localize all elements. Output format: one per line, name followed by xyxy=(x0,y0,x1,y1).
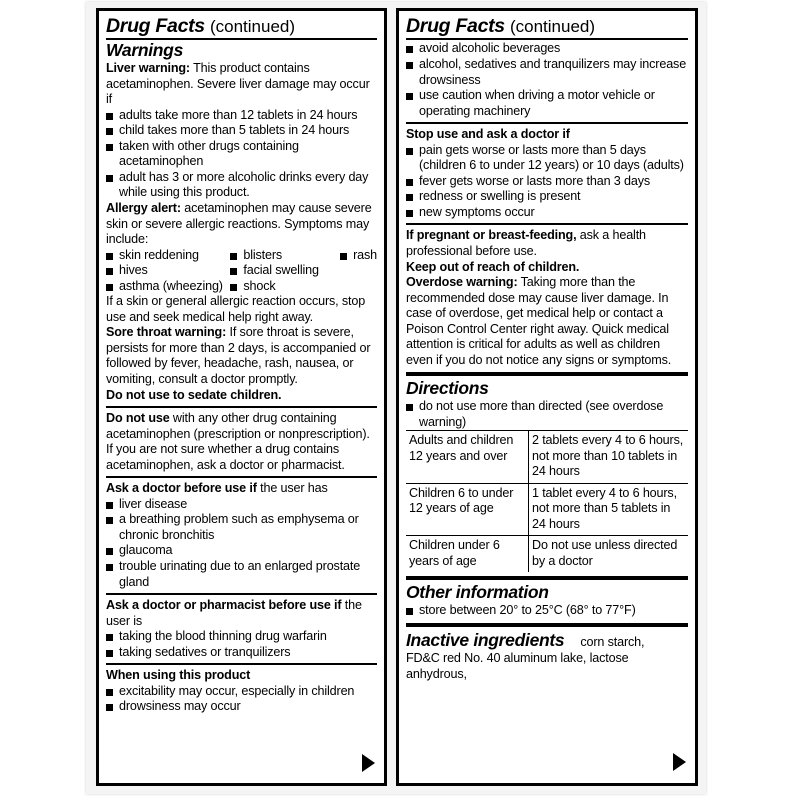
continuation-arrow-icon xyxy=(362,754,375,772)
sore-throat-warning-text xyxy=(106,325,377,387)
list-item: shock xyxy=(230,279,340,295)
divider-before-pregnant xyxy=(406,223,688,225)
allergy-alert-block xyxy=(106,201,377,248)
dosage-age-cell: Adults and children 12 years and over xyxy=(406,431,529,484)
right-panel-header-continued: (continued) xyxy=(509,17,596,36)
list-item: use caution when driving a motor vehicle or operating machinery xyxy=(406,88,688,119)
ask-doctor-text xyxy=(106,481,377,497)
liver-warning-lead: Liver warning: xyxy=(106,61,190,76)
sore-throat-warning-lead: Sore throat warning: xyxy=(106,325,227,340)
continuation-arrow-icon xyxy=(673,753,686,771)
list-item: store between 20° to 25°C (68° to 77°F) xyxy=(406,603,688,619)
ask-pharmacist-text xyxy=(106,598,377,629)
when-using-continued-bullets xyxy=(406,41,688,119)
list-item: skin reddening xyxy=(106,248,230,264)
do-not-sedate-children-text xyxy=(106,388,377,404)
ask-doctor-bullets xyxy=(106,497,377,590)
list-item: alcohol, sedatives and tranquilizers may increase drowsiness xyxy=(406,57,688,88)
directions-bullets xyxy=(406,399,688,430)
allergy-alert-after-text: If a skin or general allergic reaction occurs, stop use and seek medical help right away. xyxy=(106,294,366,324)
drug-facts-panel-right xyxy=(396,8,698,786)
other-information-section-title: Other information xyxy=(406,582,549,603)
left-panel-header-continued: (continued) xyxy=(209,17,296,36)
drug-facts-panel-left xyxy=(96,8,387,786)
liver-warning-body: This product contains acetaminophen. Severe liver damage may occur if xyxy=(106,61,370,107)
list-item: pain gets worse or lasts more than 5 days (children 6 to under 12 years) or 10 days (adults) xyxy=(406,143,688,174)
list-item: taken with other drugs containing acetaminophen xyxy=(106,139,377,170)
divider-before-stop-use xyxy=(406,122,688,124)
directions-section-title: Directions xyxy=(406,378,489,399)
dosage-age-cell: Children under 6 years of age xyxy=(406,536,529,573)
list-item: fever gets worse or lasts more than 3 days xyxy=(406,174,688,190)
list-item: adults take more than 12 tablets in 24 hours xyxy=(106,108,377,124)
dosage-amount-cell: Do not use unless directed by a doctor xyxy=(529,536,689,573)
left-panel-header xyxy=(106,16,377,36)
drug-facts-panels xyxy=(96,8,698,786)
list-item: facial swelling xyxy=(230,263,340,279)
liver-warning-bullets xyxy=(106,108,377,201)
left-panel-header-title: Drug Facts xyxy=(106,15,205,37)
when-using-lead: When using this product xyxy=(106,668,251,683)
list-item: new symptoms occur xyxy=(406,205,688,221)
directions-bullets-block xyxy=(406,399,688,430)
overdose-warning-lead: Overdose warning: xyxy=(406,275,518,290)
keep-out-of-reach-text xyxy=(406,260,688,276)
overdose-warning-text xyxy=(406,275,688,368)
dosage-age-cell: Children 6 to under 12 years of age xyxy=(406,483,529,536)
warnings-section-title: Warnings xyxy=(106,40,184,61)
overdose-warning-body: Taking more than the recommended dose may cause liver damage. In case of overdose, get medical help or contact a Poison Control Center right away. Quick medical attention is critical for adults as well as children even if you do not notice any signs or symptoms. xyxy=(406,275,672,367)
allergy-symptoms-grid xyxy=(106,248,377,295)
dosage-amount-cell: 1 tablet every 4 to 6 hours, not more than 5 tablets in 24 hours xyxy=(529,483,689,536)
pregnant-lead: If pregnant or breast-feeding, xyxy=(406,228,577,243)
header-divider-right xyxy=(406,38,688,40)
stop-use-text xyxy=(406,127,688,143)
ask-pharmacist-lead: Ask a doctor or pharmacist before use if xyxy=(106,598,342,613)
list-item: hives xyxy=(106,263,230,279)
allergy-symptoms-list-2 xyxy=(230,248,340,295)
list-item: child takes more than 5 tablets in 24 hours xyxy=(106,123,377,139)
ask-doctor-lead: Ask a doctor before use if xyxy=(106,481,257,496)
pregnant-block xyxy=(406,228,688,368)
list-item: drowsiness may occur xyxy=(106,699,377,715)
list-item: blisters xyxy=(230,248,340,264)
divider-before-inactive-ingredients xyxy=(406,623,688,627)
do-not-use-lead: Do not use xyxy=(106,411,170,426)
pregnant-text xyxy=(406,228,688,259)
ask-doctor-block xyxy=(106,481,377,590)
ask-pharmacist-block xyxy=(106,598,377,660)
list-item: do not use more than directed (see overdose warning) xyxy=(406,399,688,430)
directions-dosage-table xyxy=(406,430,688,572)
divider-before-ask-pharmacist xyxy=(106,593,377,595)
liver-warning-block xyxy=(106,61,377,201)
divider-before-when-using xyxy=(106,663,377,665)
allergy-symptoms-column-1 xyxy=(106,248,230,295)
allergy-symptoms-column-3 xyxy=(340,248,377,295)
do-not-use-body: with any other drug containing acetaminophen (prescription or nonprescription). If you are not sure whether a drug contains acetaminophen, ask a doctor or pharmacist. xyxy=(106,411,370,472)
inactive-ingredients-text: corn starch, FD&C red No. 40 aluminum lake, lactose anhydrous, xyxy=(406,634,645,682)
list-item: adult has 3 or more alcoholic drinks every day while using this product. xyxy=(106,170,377,201)
stop-use-bullets xyxy=(406,143,688,221)
sore-throat-warning-block xyxy=(106,325,377,387)
when-using-text xyxy=(106,668,377,684)
divider-before-directions xyxy=(406,372,688,376)
stop-use-lead: Stop use and ask a doctor if xyxy=(406,127,570,142)
list-item: excitability may occur, especially in children xyxy=(106,684,377,700)
do-not-sedate-children-lead: Do not use to sedate children. xyxy=(106,387,282,402)
list-item: trouble urinating due to an enlarged prostate gland xyxy=(106,559,377,590)
inactive-ingredients-title: Inactive ingredients xyxy=(406,629,565,650)
inactive-ingredients-block xyxy=(406,630,688,683)
right-panel-header xyxy=(406,16,688,36)
sore-throat-warning-body: If sore throat is severe, persists for more than 2 days, is accompanied or followed by fever, headache, rash, nausea, or vomiting, consult a doctor promptly. xyxy=(106,325,371,386)
other-information-block xyxy=(406,603,688,619)
ask-pharmacist-body: the user is xyxy=(106,598,362,628)
list-item: avoid alcoholic beverages xyxy=(406,41,688,57)
list-item: taking sedatives or tranquilizers xyxy=(106,645,377,661)
allergy-symptoms-list-1 xyxy=(106,248,230,295)
keep-out-of-reach-lead: Keep out of reach of children. xyxy=(406,259,580,274)
divider-before-do-not-use xyxy=(106,406,377,408)
stop-use-block xyxy=(406,127,688,220)
list-item: liver disease xyxy=(106,497,377,513)
list-item: glaucoma xyxy=(106,543,377,559)
table-row xyxy=(406,483,688,536)
list-item: taking the blood thinning drug warfarin xyxy=(106,629,377,645)
list-item: a breathing problem such as emphysema or chronic bronchitis xyxy=(106,512,377,543)
liver-warning-text xyxy=(106,61,377,108)
ask-doctor-body: the user has xyxy=(256,481,328,496)
allergy-symptoms-list-3 xyxy=(340,248,377,264)
when-using-bullets xyxy=(106,684,377,715)
divider-before-ask-doctor xyxy=(106,476,377,478)
ask-pharmacist-bullets xyxy=(106,629,377,660)
when-using-block xyxy=(106,668,377,715)
list-item: redness or swelling is present xyxy=(406,189,688,205)
allergy-alert-body: acetaminophen may cause severe skin or severe allergic reactions. Symptoms may include: xyxy=(106,200,372,247)
right-panel-header-title: Drug Facts xyxy=(406,15,505,37)
list-item: rash xyxy=(340,248,377,264)
allergy-alert-lead: Allergy alert: xyxy=(106,200,181,215)
do-not-use-block xyxy=(106,411,377,473)
list-item: asthma (wheezing) xyxy=(106,279,230,295)
table-row xyxy=(406,536,688,573)
allergy-alert-text xyxy=(106,201,377,248)
pregnant-body: ask a health professional before use. xyxy=(406,228,646,259)
table-row xyxy=(406,431,688,484)
when-using-continued-block xyxy=(406,41,688,119)
dosage-amount-cell: 2 tablets every 4 to 6 hours, not more than 10 tablets in 24 hours xyxy=(529,431,689,484)
divider-before-other-information xyxy=(406,576,688,580)
allergy-symptoms-column-2 xyxy=(230,248,340,295)
do-not-use-text xyxy=(106,411,377,473)
other-information-bullets xyxy=(406,603,688,619)
